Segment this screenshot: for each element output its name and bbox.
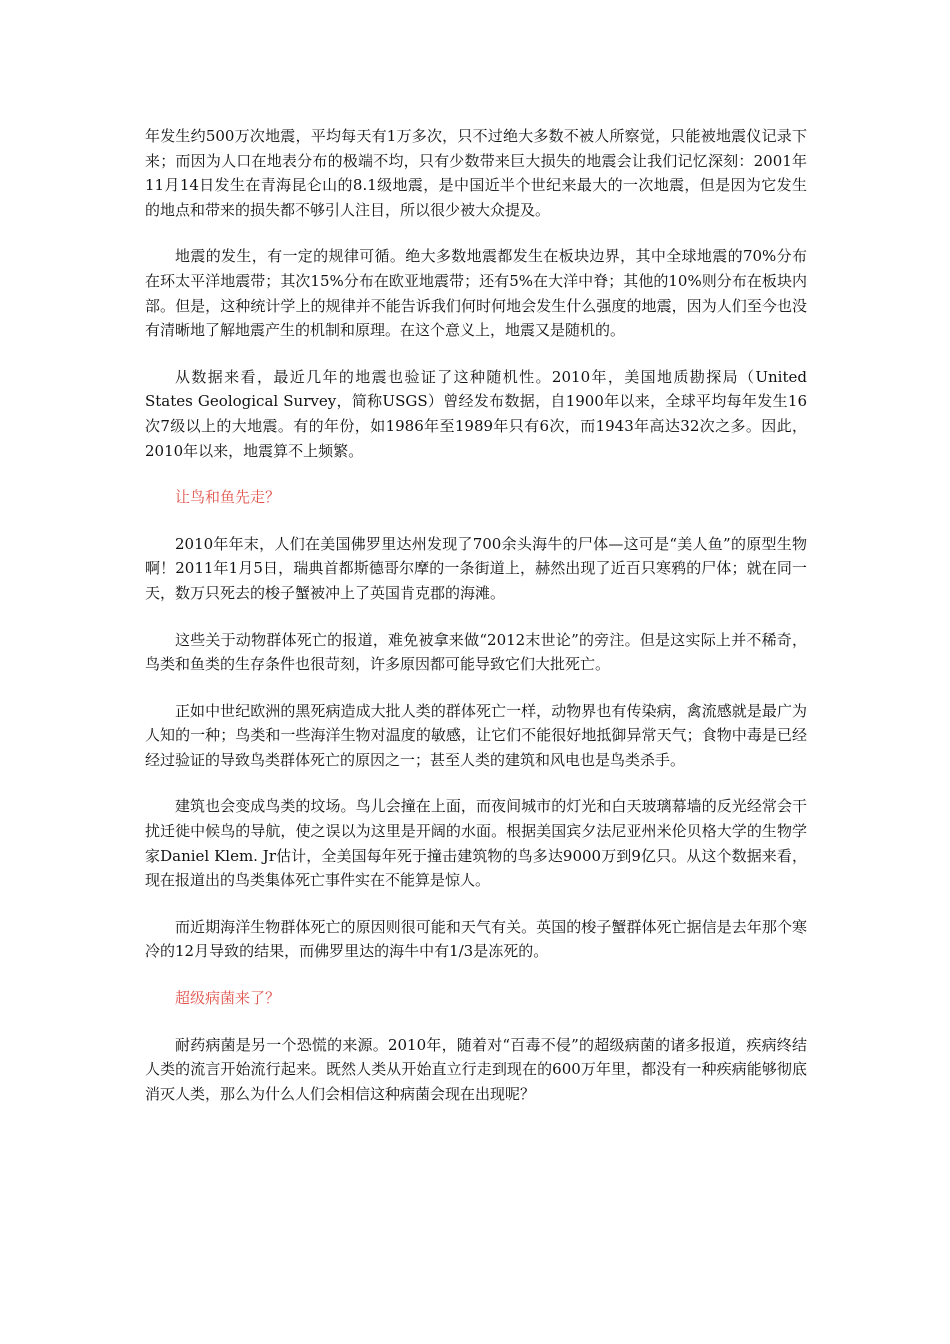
paragraph-building-collisions: 建筑也会变成鸟类的坟场。鸟儿会撞在上面，而夜间城市的灯光和白天玻璃幕墙的反光经常会干扰迁徙中候鸟的导航，使之误以为这里是开阔的水面。根据美国宾夕法尼亚州米伦贝格大学的生物学家Daniel Klem. Jr估计，全美国每年死于撞击建筑物的鸟多达9000万到9亿只。从这个数据来看，现在报道出的鸟类集体死亡事件实在不能算是惊人。 <box>145 797 807 890</box>
paragraph-earthquake-data: 从数据来看，最近几年的地震也验证了这种随机性。2010年，美国地质勘探局（United States Geological Survey，简称USGS）曾经发布数据，自1900年以来，全球平均每年发生16次7级以上的大地震。有的年份，如1986年至1989年只有6次，而1943年高达32次之多。因此，2010年以来，地震算不上频繁。 <box>145 367 807 460</box>
paragraph-animal-deaths: 2010年年末，人们在美国佛罗里达州发现了700余头海牛的尸体—这可是“美人鱼”的原型生物啊！2011年1月5日，瑞典首都斯德哥尔摩的一条街道上，赫然出现了近百只寒鸦的尸体；就在同一天，数万只死去的梭子蟹被冲上了英国肯克郡的海滩。 <box>145 534 807 602</box>
document-page <box>145 124 807 1106</box>
paragraph-disease-causes: 正如中世纪欧洲的黑死病造成大批人类的群体死亡一样，动物界也有传染病，禽流感就是最广为人知的一种；鸟类和一些海洋生物对温度的敏感，让它们不能很好地抵御异常天气；食物中毒是已经经过验证的导致鸟类群体死亡的原因之一；甚至人类的建筑和风电也是鸟类杀手。 <box>145 701 807 769</box>
paragraph-superbug: 耐药病菌是另一个恐慌的来源。2010年，随着对“百毒不侵”的超级病菌的诸多报道，疾病终结人类的流言开始流行起来。既然人类从开始直立行走到现在的600万年里，都没有一种疾病能够彻底消灭人类，那么为什么人们会相信这种病菌会现在出现呢？ <box>145 1035 807 1103</box>
paragraph-earthquake-distribution: 地震的发生，有一定的规律可循。绝大多数地震都发生在板块边界，其中全球地震的70%分布在环太平洋地震带；其次15%分布在欧亚地震带；还有5%在大洋中脊；其他的10%则分布在板块内部。但是，这种统计学上的规律并不能告诉我们何时何地会发生什么强度的地震，因为人们至今也没有清晰地了解地震产生的机制和原理。在这个意义上，地震又是随机的。 <box>145 247 807 340</box>
paragraph-doomsday-reports: 这些关于动物群体死亡的报道，难免被拿来做“2012末世论”的旁注。但是这实际上并不稀奇，鸟类和鱼类的生存条件也很苛刻，许多原因都可能导致它们大批死亡。 <box>145 630 807 674</box>
section-heading-superbug: 超级病菌来了？ <box>175 989 281 1008</box>
section-heading-birds-fish: 让鸟和鱼先走？ <box>175 488 281 507</box>
paragraph-marine-deaths: 而近期海洋生物群体死亡的原因则很可能和天气有关。英国的梭子蟹群体死亡据信是去年那个寒冷的12月导致的结果，而佛罗里达的海牛中有1/3是冻死的。 <box>145 917 807 961</box>
paragraph-earthquake-frequency: 年发生约500万次地震，平均每天有1万多次，只不过绝大多数不被人所察觉，只能被地震仪记录下来；而因为人口在地表分布的极端不均，只有少数带来巨大损失的地震会让我们记忆深刻：2001年11月14日发生在青海昆仑山的8.1级地震，是中国近半个世纪来最大的一次地震，但是因为它发生的地点和带来的损失都不够引人注目，所以很少被大众提及。 <box>145 127 807 219</box>
